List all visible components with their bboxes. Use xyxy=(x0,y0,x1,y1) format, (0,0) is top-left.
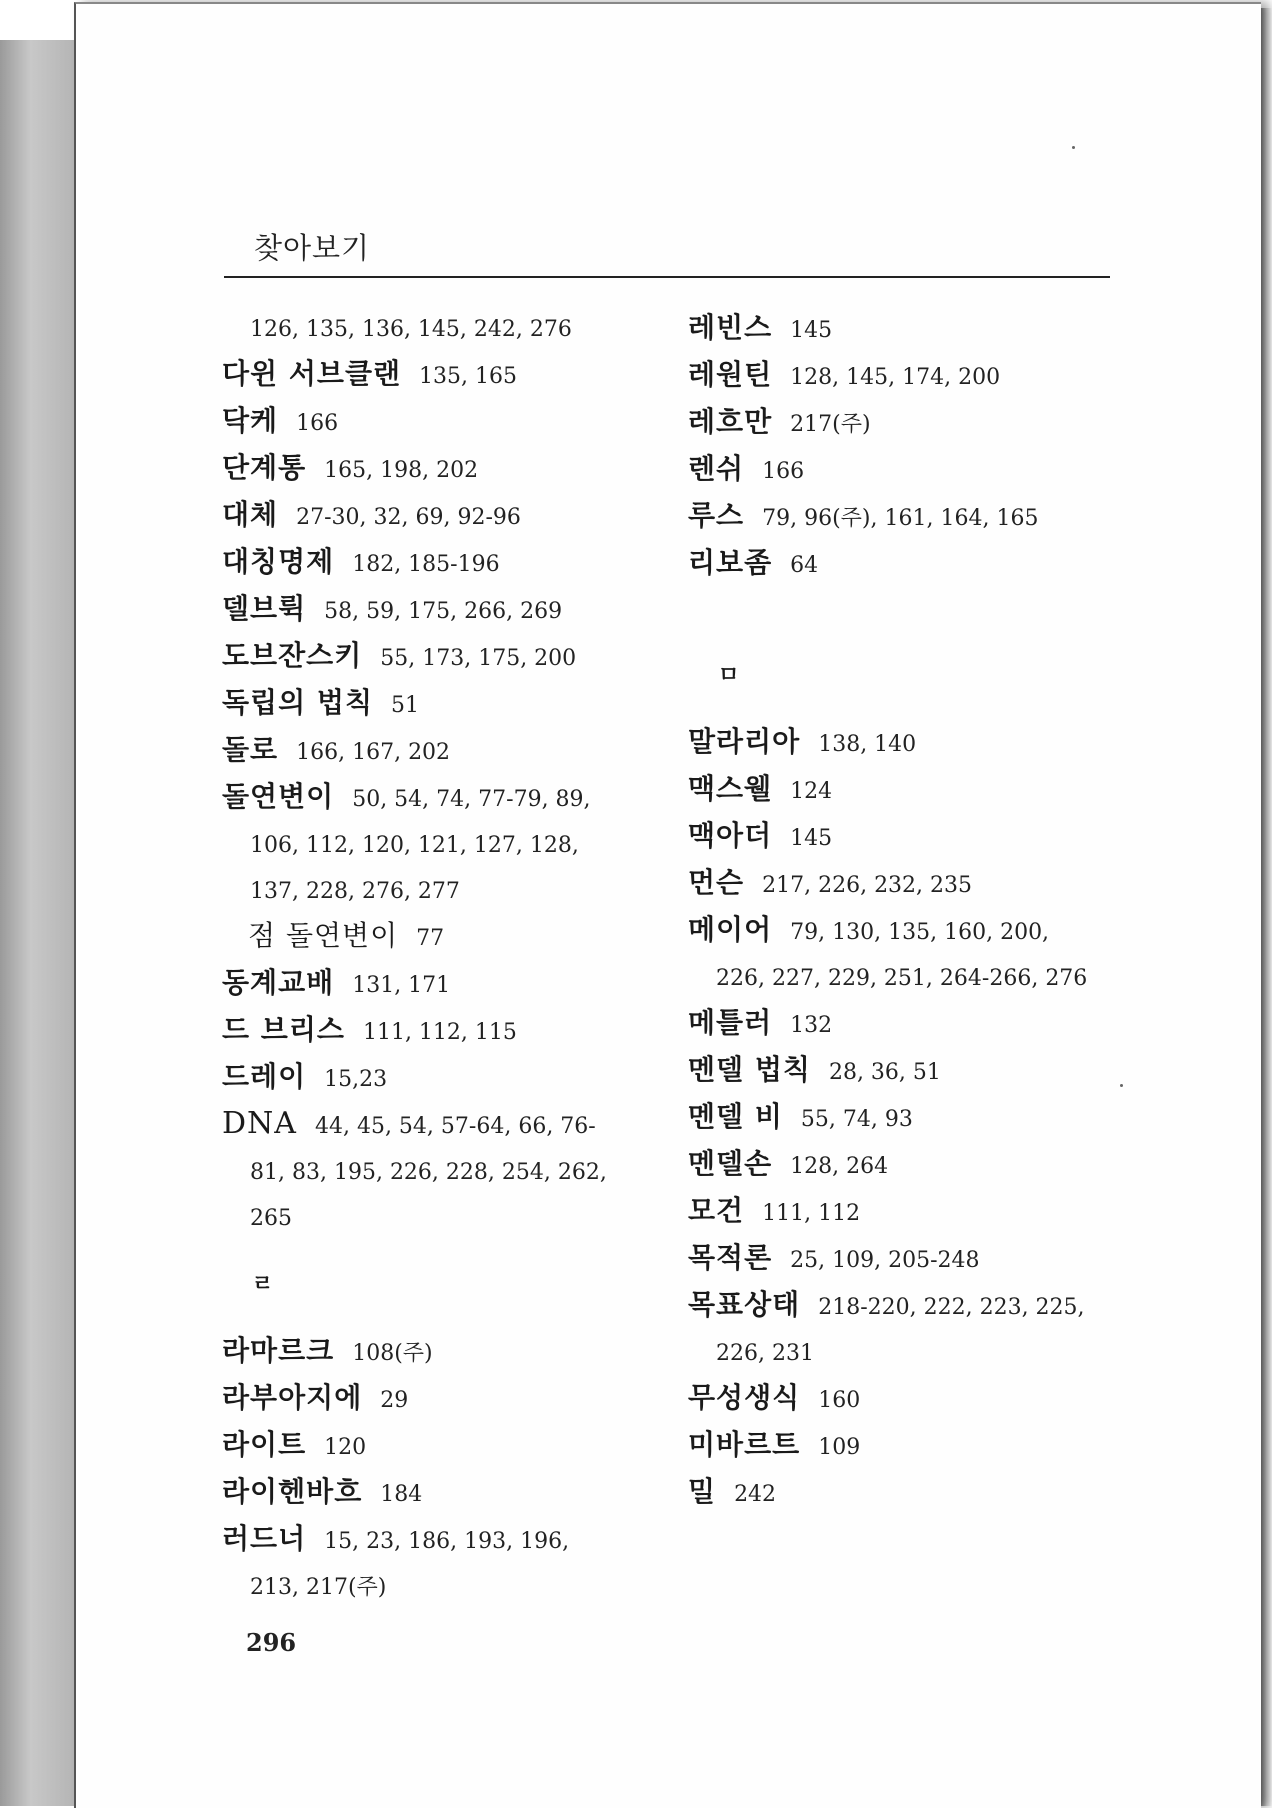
page-refs: 182, 185-196 xyxy=(352,552,500,577)
index-term: 돌연변이 xyxy=(222,780,335,813)
page-refs: 137, 228, 276, 277 xyxy=(250,879,460,904)
index-term: 도브잔스키 xyxy=(222,639,363,672)
index-term: 리보좀 xyxy=(688,546,773,579)
page-refs: 77 xyxy=(416,926,445,951)
index-term: 멘델 비 xyxy=(688,1100,783,1133)
index-entry xyxy=(688,1423,1120,1470)
index-term: 멘델손 xyxy=(688,1147,773,1180)
page-refs: 213, 217(주) xyxy=(250,1575,387,1600)
index-term: 맥스웰 xyxy=(688,772,773,805)
page-refs: 111, 112, 115 xyxy=(362,1020,517,1045)
index-entry xyxy=(222,1470,652,1517)
index-entry xyxy=(688,494,1120,541)
page-refs: 145 xyxy=(790,318,833,343)
page-refs: 131, 171 xyxy=(352,973,451,998)
index-term: 먼슨 xyxy=(688,866,745,899)
page-refs: 265 xyxy=(250,1206,292,1231)
index-term: 목표상태 xyxy=(688,1288,801,1321)
page-refs: 79, 130, 135, 160, 200, xyxy=(790,920,1050,945)
index-term: 돌로 xyxy=(222,733,279,766)
speck xyxy=(1120,1084,1123,1087)
index-entry xyxy=(688,353,1120,400)
index-entry xyxy=(222,1517,652,1564)
page-refs: 28, 36, 51 xyxy=(828,1060,941,1085)
index-term: DNA xyxy=(222,1106,297,1141)
index-entry xyxy=(222,728,652,775)
index-column-left xyxy=(222,306,652,1610)
index-entry xyxy=(688,1189,1120,1236)
page-refs: 166 xyxy=(762,459,805,484)
page-refs: 15,23 xyxy=(324,1067,388,1092)
index-term: 말라리아 xyxy=(688,725,801,758)
index-entry xyxy=(688,400,1120,447)
index-term: 목적론 xyxy=(688,1241,773,1274)
index-term: 메이어 xyxy=(688,913,773,946)
page-refs: 55, 74, 93 xyxy=(800,1107,913,1132)
page-refs: 124 xyxy=(790,779,833,804)
index-entry xyxy=(688,1283,1120,1330)
index-term: 메틀러 xyxy=(688,1006,773,1039)
index-entry xyxy=(688,1236,1120,1283)
page-refs: 120 xyxy=(324,1435,367,1460)
index-entry xyxy=(222,1008,652,1055)
page-refs: 106, 112, 120, 121, 127, 128, xyxy=(250,833,579,858)
index-entry xyxy=(688,1376,1120,1423)
index-entry xyxy=(688,1095,1120,1142)
index-entry xyxy=(222,587,652,634)
index-term: 맥아더 xyxy=(688,819,773,852)
page-refs: 55, 173, 175, 200 xyxy=(380,646,577,671)
index-entry-continuation xyxy=(222,1149,652,1195)
page-refs: 51 xyxy=(391,693,419,718)
index-entry xyxy=(688,541,1120,588)
page-refs: 64 xyxy=(790,553,819,578)
index-term: 미바르트 xyxy=(688,1428,801,1461)
page-refs: 27-30, 32, 69, 92-96 xyxy=(296,505,521,530)
index-entry-continuation xyxy=(222,1564,652,1610)
page-corner xyxy=(0,0,76,44)
index-entry xyxy=(222,681,652,728)
page-number: 296 xyxy=(246,1628,297,1657)
index-term: 라이트 xyxy=(222,1428,307,1461)
page-refs: 184 xyxy=(380,1482,423,1507)
index-term: 렌쉬 xyxy=(688,452,745,485)
index-term: 델브뤽 xyxy=(222,592,307,625)
page-refs: 160 xyxy=(818,1388,861,1413)
section-heading: ㄹ xyxy=(252,1272,274,1297)
page-refs: 44, 45, 54, 57-64, 66, 76- xyxy=(314,1114,596,1139)
index-term: 라부아지에 xyxy=(222,1381,363,1414)
page-refs: 79, 96(주), 161, 164, 165 xyxy=(762,506,1039,531)
index-entry xyxy=(222,352,652,399)
index-term: 드 브리스 xyxy=(222,1013,345,1046)
index-entry xyxy=(688,767,1120,814)
index-entry-continuation xyxy=(688,955,1120,1001)
page-refs: 166, 167, 202 xyxy=(296,740,451,765)
index-entry xyxy=(688,1470,1120,1517)
speck xyxy=(1072,146,1075,149)
index-term: 멘델 법칙 xyxy=(688,1053,811,1086)
index-entry xyxy=(688,908,1120,955)
page-refs: 135, 165 xyxy=(419,364,518,389)
page-refs: 242 xyxy=(734,1482,777,1507)
index-entry xyxy=(222,1055,652,1102)
index-term: 단계통 xyxy=(222,451,307,484)
index-term: 점 돌연변이 xyxy=(248,919,399,952)
index-term: 레빈스 xyxy=(688,311,773,344)
index-term: 대칭명제 xyxy=(222,545,335,578)
index-entry xyxy=(222,1376,652,1423)
index-term: 드레이 xyxy=(222,1060,307,1093)
section-heading: ㅁ xyxy=(718,663,740,688)
index-term: 모건 xyxy=(688,1194,745,1227)
index-entry xyxy=(222,446,652,493)
index-term: 대체 xyxy=(222,498,279,531)
page-refs: 132 xyxy=(790,1013,833,1038)
page-refs: 58, 59, 175, 266, 269 xyxy=(324,599,563,624)
page-refs: 108(주) xyxy=(352,1341,433,1366)
index-term: 다윈 서브클랜 xyxy=(222,357,402,390)
page-refs: 15, 23, 186, 193, 196, xyxy=(324,1529,570,1554)
page-refs: 218-220, 222, 223, 225, xyxy=(818,1295,1085,1320)
index-term: 닥케 xyxy=(222,404,279,437)
page-refs: 25, 109, 205-248 xyxy=(790,1248,980,1273)
page-refs: 217, 226, 232, 235 xyxy=(762,873,973,898)
index-term: 독립의 법칙 xyxy=(222,686,373,719)
index-column-right xyxy=(688,306,1120,1517)
index-term: 레원틴 xyxy=(688,358,773,391)
page-refs: 109 xyxy=(818,1435,861,1460)
page-header-title: 찾아보기 xyxy=(254,231,371,265)
index-entry-continuation xyxy=(688,1330,1120,1376)
page-refs: 226, 227, 229, 251, 264-266, 276 xyxy=(716,966,1088,991)
page-refs: 29 xyxy=(380,1388,409,1413)
index-entry xyxy=(688,1048,1120,1095)
index-entry-continuation xyxy=(222,306,652,352)
index-entry-continuation xyxy=(222,822,652,868)
index-entry xyxy=(688,720,1120,767)
index-entry xyxy=(688,306,1120,353)
index-entry xyxy=(688,1142,1120,1189)
index-term: 레흐만 xyxy=(688,405,773,438)
index-term: 무성생식 xyxy=(688,1381,801,1414)
page-refs: 138, 140 xyxy=(818,732,917,757)
index-entry xyxy=(222,1423,652,1470)
index-entry xyxy=(688,861,1120,908)
index-term: 밀 xyxy=(688,1475,717,1508)
index-entry xyxy=(222,961,652,1008)
page-refs: 166 xyxy=(296,411,339,436)
spacer xyxy=(688,588,1120,632)
index-entry xyxy=(688,1001,1120,1048)
index-term: 동계교배 xyxy=(222,966,335,999)
page-refs: 50, 54, 74, 77-79, 89, xyxy=(352,787,591,812)
index-term: 라이헨바흐 xyxy=(222,1475,363,1508)
header-rule xyxy=(224,276,1110,278)
index-entry xyxy=(222,493,652,540)
index-entry-continuation xyxy=(222,868,652,914)
index-entry xyxy=(222,1329,652,1376)
index-entry xyxy=(222,540,652,587)
index-subentry xyxy=(222,914,652,961)
page-refs: 126, 135, 136, 145, 242, 276 xyxy=(250,317,572,342)
page-refs: 217(주) xyxy=(790,412,871,437)
index-entry xyxy=(222,1102,652,1149)
index-entry-continuation xyxy=(222,1195,652,1241)
page-refs: 145 xyxy=(790,826,833,851)
index-entry xyxy=(222,634,652,681)
page-refs: 226, 231 xyxy=(716,1341,814,1366)
page-refs: 128, 264 xyxy=(790,1154,889,1179)
book-spine xyxy=(0,40,76,1806)
page-refs: 165, 198, 202 xyxy=(324,458,479,483)
index-term: 라마르크 xyxy=(222,1334,335,1367)
index-term: 러드너 xyxy=(222,1522,307,1555)
index-term: 루스 xyxy=(688,499,745,532)
page-refs: 81, 83, 195, 226, 228, 254, 262, xyxy=(250,1160,607,1185)
index-entry xyxy=(688,447,1120,494)
page-refs: 128, 145, 174, 200 xyxy=(790,365,1001,390)
index-entry xyxy=(222,399,652,446)
page-refs: 111, 112 xyxy=(762,1201,861,1226)
index-entry xyxy=(222,775,652,822)
index-entry xyxy=(688,814,1120,861)
